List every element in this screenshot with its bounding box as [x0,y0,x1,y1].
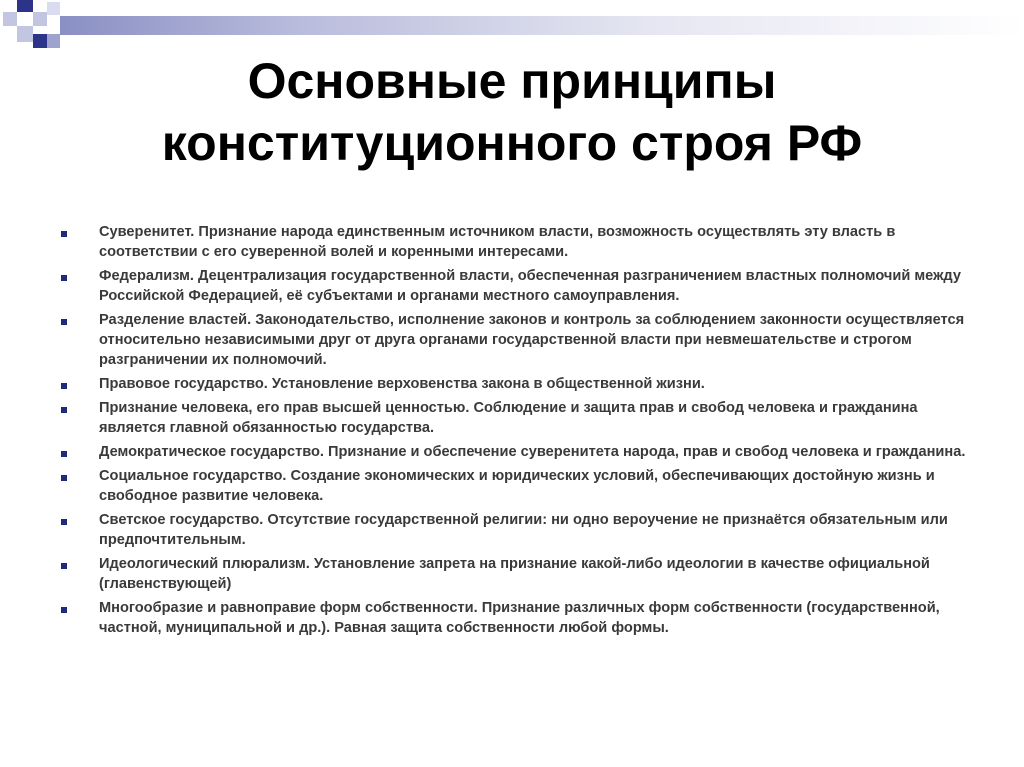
deco-square [17,26,33,42]
principle-text: Демократическое государство. Признание и обеспечение суверенитета народа, прав и свобод человека и гражданина. [99,444,966,460]
principle-text: Идеологический плюрализм. Установление запрета на признание какой-либо идеологии в качестве официальной (главенствующей) [99,556,930,592]
list-item [56,266,966,306]
list-item [56,510,966,550]
list-item [56,310,966,370]
deco-square [47,34,60,48]
list-item [56,398,966,438]
list-item [56,466,966,506]
principle-text: Признание человека, его прав высшей ценностью. Соблюдение и защита прав и свобод человека и гражданина является главной обязанностью государства. [99,400,918,436]
square-bullet-icon [61,475,67,481]
slide-title [40,50,984,174]
principle-text: Светское государство. Отсутствие государственной религии: ни одно вероучение не признаётся обязательным или предпочтительным. [99,512,948,548]
square-bullet-icon [61,407,67,413]
list-item [56,598,966,638]
square-bullet-icon [61,275,67,281]
deco-square [33,34,47,48]
list-item [56,222,966,262]
deco-square [33,12,47,26]
square-bullet-icon [61,451,67,457]
principles-list [56,222,966,642]
list-item [56,442,966,462]
list-item [56,374,966,394]
square-bullet-icon [61,519,67,525]
principle-text: Социальное государство. Создание экономических и юридических условий, обеспечивающих достойную жизнь и свободное развитие человека. [99,468,935,504]
square-bullet-icon [61,383,67,389]
deco-square [3,12,17,26]
principle-text: Многообразие и равноправие форм собственности. Признание различных форм собственности (государственной, частной, муниципальной и др.). Равная защита собственности любой формы. [99,600,940,636]
square-bullet-icon [61,319,67,325]
list-item [56,554,966,594]
square-bullet-icon [61,563,67,569]
principle-text: Суверенитет. Признание народа единственным источником власти, возможность осуществлять эту власть в соответствии с его суверенной волей и коренными интересами. [99,224,896,260]
square-bullet-icon [61,231,67,237]
deco-square [17,0,33,12]
principle-text: Федерализм. Децентрализация государственной власти, обеспеченная разграничением властных полномочий между Российской Федерацией, её субъектами и органами местного самоуправления. [99,268,961,304]
title-line-2: конституционного строя РФ [161,115,863,171]
deco-square [47,2,60,15]
title-line-1: Основные принципы [247,53,777,109]
header-gradient-bar [60,16,1024,35]
principle-text: Разделение властей. Законодательство, исполнение законов и контроль за соблюдением законности осуществляется относительно независимыми друг от друга органами государственной власти при невмешательстве и строгом разграничении их полномочий. [99,312,965,368]
principle-text: Правовое государство. Установление верховенства закона в общественной жизни. [99,376,705,392]
square-bullet-icon [61,607,67,613]
